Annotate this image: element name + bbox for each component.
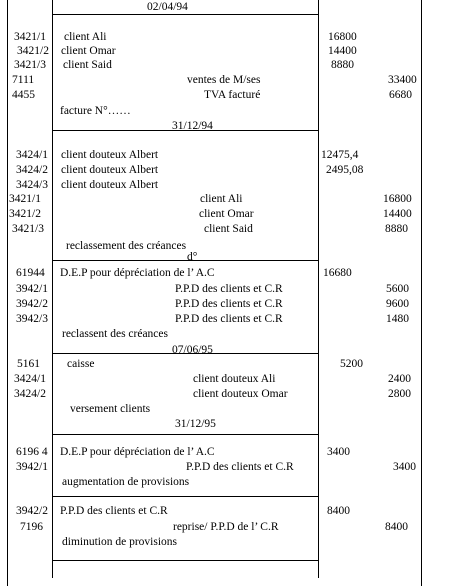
account-number: 6196 4 bbox=[16, 446, 48, 458]
account-number: 3942/2 bbox=[16, 298, 48, 310]
line-label: caisse bbox=[67, 358, 95, 370]
account-number: 3421/1 bbox=[14, 31, 46, 43]
line-label: reprise/ P.P.D de l’ C.R bbox=[173, 521, 279, 533]
line-label: client Ali bbox=[64, 31, 107, 43]
credit-amount: 9600 bbox=[386, 298, 409, 310]
label-column-rule bbox=[318, 0, 319, 578]
line-label: P.P.D des clients et C.R bbox=[186, 461, 294, 473]
entry-memo: reclassement des créances bbox=[66, 240, 187, 252]
account-number: 5161 bbox=[17, 358, 40, 370]
account-number: 3942/2 bbox=[16, 505, 48, 517]
line-label: client douteux Ali bbox=[193, 373, 276, 385]
debit-amount: 3400 bbox=[327, 446, 350, 458]
entry-memo: augmentation de provisions bbox=[62, 476, 190, 488]
entry-memo: versement clients bbox=[70, 403, 151, 415]
line-label: client Omar bbox=[199, 208, 254, 220]
entry-date: 31/12/94 bbox=[172, 120, 213, 132]
entry-date: 31/12/95 bbox=[175, 418, 216, 430]
entry-divider bbox=[52, 560, 318, 561]
account-number: 3424/3 bbox=[16, 179, 48, 191]
entry-memo: diminution de provisions bbox=[62, 536, 177, 548]
account-number: 3942/1 bbox=[16, 283, 48, 295]
entry-divider bbox=[52, 434, 318, 435]
account-number: 3424/2 bbox=[16, 164, 48, 176]
debit-amount: 16800 bbox=[328, 31, 357, 43]
line-label: client Said bbox=[63, 59, 112, 71]
debit-amount: 5200 bbox=[340, 358, 363, 370]
line-label: P.P.D des clients et C.R bbox=[175, 283, 283, 295]
right-border bbox=[421, 0, 422, 586]
credit-amount: 6680 bbox=[389, 89, 412, 101]
credit-amount: 14400 bbox=[383, 208, 412, 220]
line-label: TVA facturé bbox=[204, 89, 261, 101]
entry-memo: reclassent des créances bbox=[62, 328, 168, 340]
credit-amount: 1480 bbox=[386, 313, 409, 325]
entry-date: d° bbox=[187, 251, 198, 263]
account-number: 3421/2 bbox=[9, 208, 41, 220]
line-label: client Ali bbox=[200, 193, 243, 205]
account-number: 3424/2 bbox=[14, 388, 46, 400]
account-number: 3942/3 bbox=[16, 313, 48, 325]
line-label: P.P.D des clients et C.R bbox=[175, 298, 283, 310]
credit-amount: 2800 bbox=[388, 388, 411, 400]
account-number: 3421/3 bbox=[12, 223, 44, 235]
credit-amount: 2400 bbox=[388, 373, 411, 385]
account-number: 3421/3 bbox=[14, 59, 46, 71]
line-label: client douteux Albert bbox=[61, 149, 159, 161]
credit-amount: 8400 bbox=[385, 521, 408, 533]
entry-date: 02/04/94 bbox=[147, 1, 188, 13]
line-label: client douteux Albert bbox=[61, 164, 159, 176]
entry-divider bbox=[52, 14, 318, 15]
debit-amount: 16680 bbox=[323, 267, 352, 279]
left-border bbox=[7, 0, 8, 586]
line-label: client douteux Omar bbox=[193, 388, 288, 400]
account-number: 3424/1 bbox=[16, 149, 48, 161]
debit-amount: 8880 bbox=[331, 59, 354, 71]
credit-amount: 16800 bbox=[383, 193, 412, 205]
account-number: 3421/2 bbox=[17, 45, 49, 57]
line-label: P.P.D des clients et C.R bbox=[60, 505, 168, 517]
debit-amount: 2495,08 bbox=[326, 164, 364, 176]
line-label: D.E.P pour dépréciation de l’ A.C bbox=[60, 446, 215, 458]
line-label: client douteux Albert bbox=[61, 179, 159, 191]
credit-amount: 8880 bbox=[385, 223, 408, 235]
entry-memo: facture N°…… bbox=[60, 105, 131, 117]
line-label: P.P.D des clients et C.R bbox=[175, 313, 283, 325]
account-number: 61944 bbox=[16, 267, 45, 279]
account-number: 7196 bbox=[20, 521, 43, 533]
line-label: client Omar bbox=[61, 45, 116, 57]
account-number: 7111 bbox=[12, 74, 35, 86]
line-label: D.E.P pour dépréciation de l’ A.C bbox=[60, 267, 215, 279]
line-label: client Said bbox=[204, 223, 253, 235]
account-number: 3942/1 bbox=[16, 461, 48, 473]
debit-amount: 12475,4 bbox=[321, 149, 359, 161]
line-label: ventes de M/ses bbox=[187, 74, 261, 86]
entry-date: 07/06/95 bbox=[172, 344, 213, 356]
account-number: 3421/1 bbox=[9, 193, 41, 205]
entry-divider bbox=[52, 260, 318, 261]
account-number: 3424/1 bbox=[14, 373, 46, 385]
account-number: 4455 bbox=[12, 89, 35, 101]
credit-amount: 3400 bbox=[393, 461, 416, 473]
account-column-rule bbox=[52, 0, 53, 578]
credit-amount: 33400 bbox=[388, 74, 417, 86]
debit-amount: 14400 bbox=[328, 45, 357, 57]
debit-amount: 8400 bbox=[327, 505, 350, 517]
entry-divider bbox=[52, 496, 318, 497]
credit-amount: 5600 bbox=[386, 283, 409, 295]
